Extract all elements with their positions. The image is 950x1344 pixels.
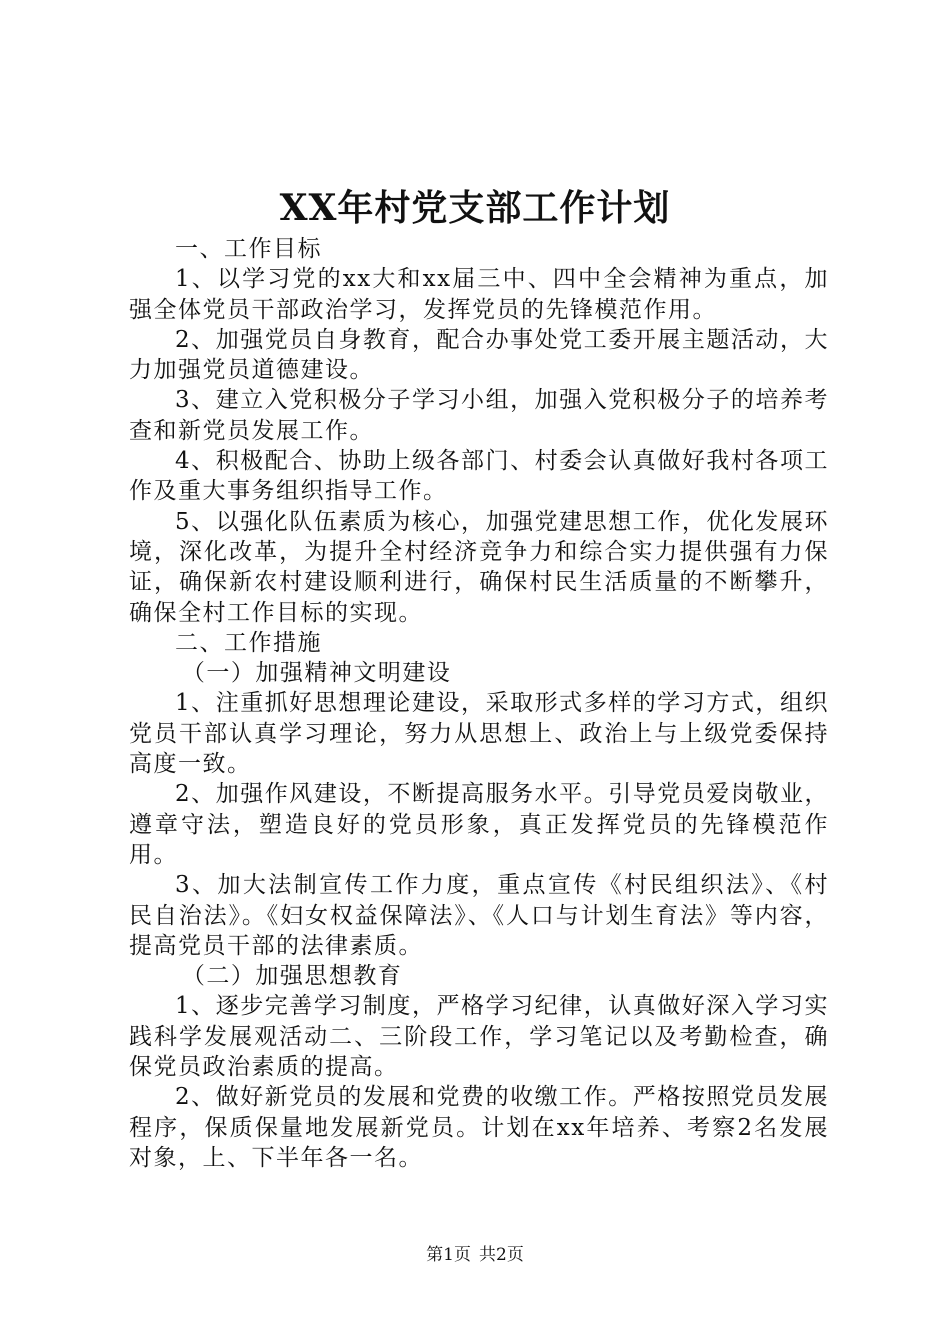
measure-paragraph-1: 1、注重抓好思想理论建设，采取形式多样的学习方式，组织党员干部认真学习理论，努力从思想上、政治上与上级党委保持高度一致。 xyxy=(129,690,829,778)
education-paragraph-1: 1、逐步完善学习制度，严格学习纪律，认真做好深入学习实践科学发展观活动二、三阶段工作，学习笔记以及考勤检查，确保党员政治素质的提高。 xyxy=(129,993,829,1081)
goal-paragraph-1: 1、以学习党的xx大和xx届三中、四中全会精神为重点，加强全体党员干部政治学习，发挥党员的先锋模范作用。 xyxy=(129,266,829,323)
subsection-heading-civilization: （一）加强精神文明建设 xyxy=(181,660,452,687)
page-number: 第1页 xyxy=(426,1245,471,1265)
goal-paragraph-5: 5、以强化队伍素质为核心，加强党建思想工作，优化发展环境，深化改革，为提升全村经济竞争力和综合实力提供强有力保证，确保新农村建设顺利进行，确保村民生活质量的不断攀升，确保全村工作目标的实现。 xyxy=(129,508,829,626)
section-heading-measures: 二、工作措施 xyxy=(175,629,322,656)
education-paragraph-2: 2、做好新党员的发展和党费的收缴工作。严格按照党员发展程序，保质保量地发展新党员。计划在xx年培养、考察2名发展对象，上、下半年各一名。 xyxy=(129,1084,829,1171)
measure-paragraph-3: 3、加大法制宣传工作力度，重点宣传《村民组织法》、《村民自治法》。《妇女权益保障法》、《人口与计划生育法》等内容，提高党员干部的法律素质。 xyxy=(129,872,829,959)
measure-paragraph-2: 2、加强作风建设，不断提高服务水平。引导党员爱岗敬业，遵章守法，塑造良好的党员形象，真正发挥党员的先锋模范作用。 xyxy=(129,781,829,868)
document-title: XX年村党支部工作计划 xyxy=(279,187,671,229)
goal-paragraph-3: 3、建立入党积极分子学习小组，加强入党积极分子的培养考查和新党员发展工作。 xyxy=(129,387,829,444)
goal-paragraph-4: 4、积极配合、协助上级各部门、村委会认真做好我村各项工作及重大事务组织指导工作。 xyxy=(129,448,829,505)
section-heading-goals: 一、工作目标 xyxy=(175,236,322,262)
page-total: 共2页 xyxy=(479,1245,524,1265)
goal-paragraph-2: 2、加强党员自身教育，配合办事处党工委开展主题活动，大力加强党员道德建设。 xyxy=(129,326,829,384)
page-footer xyxy=(0,1244,950,1266)
document-body xyxy=(129,234,829,1173)
subsection-heading-education: （二）加强思想教育 xyxy=(181,963,403,990)
